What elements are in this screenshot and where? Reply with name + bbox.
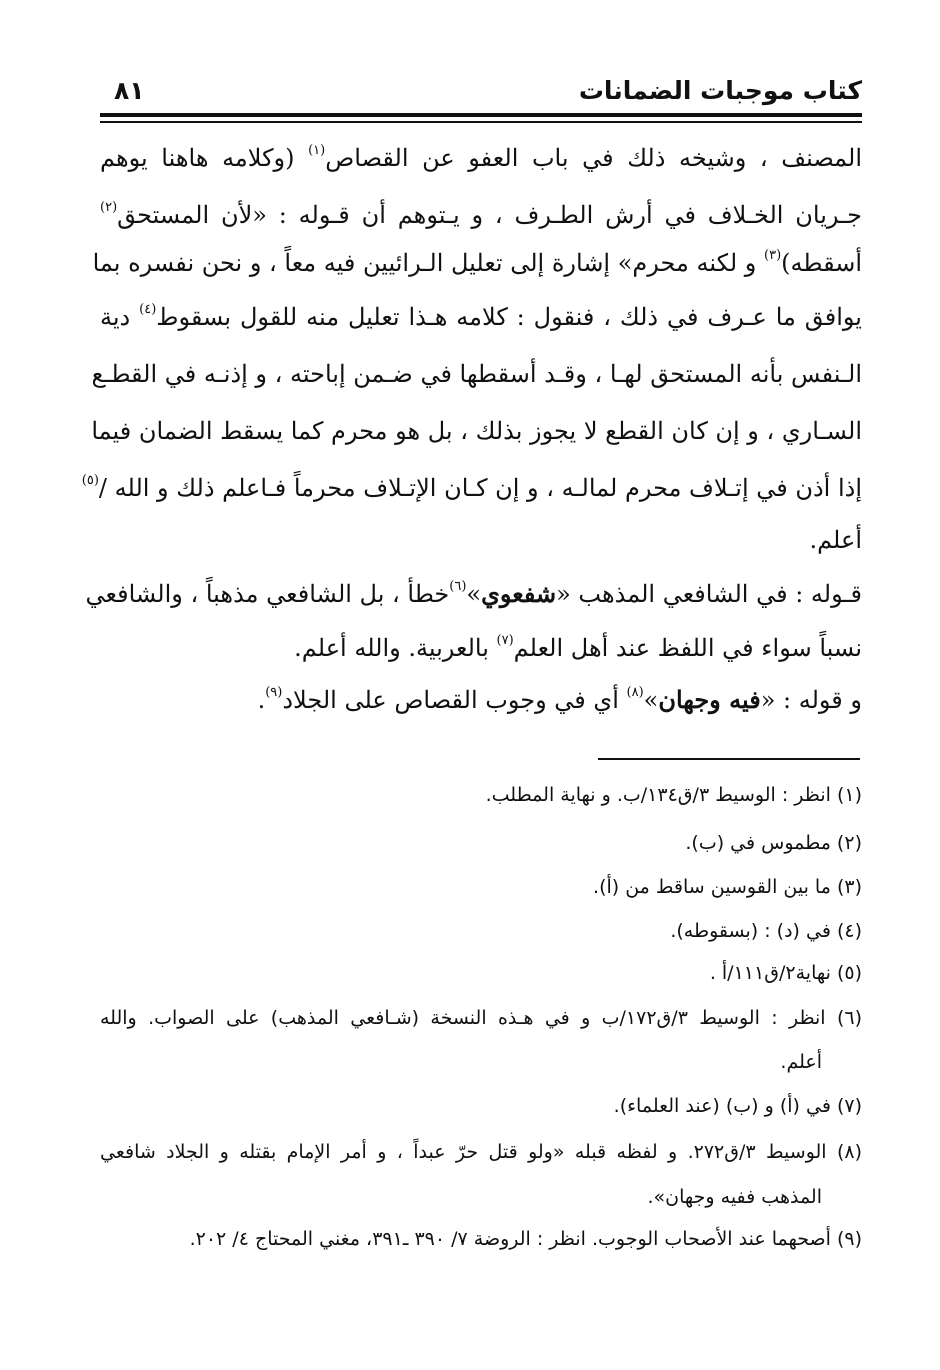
body-line-2: جـريان الخـلاف في أرش الطـرف ، و يـتوهم أن قـوله : «لأن المستحق$^{(٢)}$ xyxy=(100,200,862,229)
footnote-6-continued: أعلم. xyxy=(780,1051,822,1073)
quoted-term-two-views: فيه وجهان xyxy=(658,685,761,714)
footnote-ref-7: (٧) xyxy=(496,633,514,648)
footnote-1: (١) انظر : الوسيط ٣/ق١٣٤/ب. و نهاية المطلب. xyxy=(485,784,862,806)
footnote-separator xyxy=(598,758,860,760)
quoted-term-shafawi: شفعوي xyxy=(481,579,557,608)
body-line-4: يوافق ما عـرف في ذلك ، فنقول : كلامه هـذا تعليل منه للقول بسقوط$^{(٤)}$ دية xyxy=(100,302,862,331)
body-line-9: قـوله : في الشافعي المذهب «شفعوي»$^{(٦)}$خطأ ، بل الشافعي مذهباً ، والشافعي xyxy=(85,579,862,608)
footnote-2: (٢) مطموس في (ب). xyxy=(685,832,862,854)
footnote-ref-3: (٣) xyxy=(764,248,782,263)
footnote-ref-4: (٤) xyxy=(139,302,157,317)
body-line-8: أعلم. xyxy=(809,526,862,554)
footnote-8: (٨) الوسيط ٣/ق٢٧٢. و لفظه قبله «ولو قتل حرّ عبداً ، و أمر الإمام بقتله و الجلاد شافعي xyxy=(100,1141,862,1163)
footnote-ref-6: (٦) xyxy=(449,579,467,594)
body-line-5: الـنفس بأنه المستحق لهـا ، وقـد أسقطها في ضـمن إباحته ، و إذنـه في القطـع xyxy=(91,360,862,388)
page-header xyxy=(100,72,862,112)
body-line-10: نسباً سواء في اللفظ عند أهل العلم$^{(٧)}$ بالعربية. والله أعلم. xyxy=(294,633,862,662)
footnote-ref-5: (٥) xyxy=(81,473,99,488)
body-line-3: أسقطه)$^{(٣)}$ و لكنه محرم» إشارة إلى تعليل الـرائيين فيه معاً ، و نحن نفسره بما xyxy=(92,248,862,277)
footnote-5: (٥) نهاية٢/ق١١١/أ . xyxy=(709,962,862,984)
footnote-7: (٧) في (أ) و (ب) (عند العلماء). xyxy=(613,1095,862,1117)
footnote-6: (٦) انظر : الوسيط ٣/ق١٧٢/ب و في هـذه النسخة (شـافعي المذهب) على الصواب. والله xyxy=(100,1007,862,1029)
footnote-ref-9: (٩) xyxy=(265,685,283,700)
footnote-9: (٩) أصحهما عند الأصحاب الوجوب. انظر : الروضة ٧/ ٣٩٠ ـ٣٩١، مغني المحتاج ٤/ ٢٠٢. xyxy=(189,1228,862,1250)
running-title: كتاب موجبات الضمانات xyxy=(578,76,862,105)
body-line-6: السـاري ، و إن كان القطع لا يجوز بذلك ، بل هو محرم كما يسقط الضمان فيما xyxy=(91,417,862,445)
footnote-8-continued: المذهب ففيه وجهان». xyxy=(647,1186,822,1208)
footnote-ref-2: (٢) xyxy=(100,200,118,215)
header-rule-thick xyxy=(100,113,862,117)
body-line-1: المصنف ، وشيخه ذلك في باب العفو عن القصاص$^{(١)}$ (وكلامه هاهنا يوهم xyxy=(100,143,862,172)
footnote-ref-1: (١) xyxy=(308,143,326,158)
body-line-11: و قوله : «فيه وجهان»$^{(٨)}$ أي في وجوب القصاص على الجلاد$^{(٩)}$. xyxy=(257,685,862,714)
body-line-7: إذا أذن في إتـلاف محرم لمالـه ، و إن كـان الإتـلاف محرماً فـاعلم ذلك و الله /$^{(٥)}$ xyxy=(81,473,862,502)
footnote-ref-8: (٨) xyxy=(626,685,644,700)
page-number: ٨١ xyxy=(114,76,145,105)
footnote-3: (٣) ما بين القوسين ساقط من (أ). xyxy=(593,876,862,898)
footnote-4: (٤) في (د) : (بسقوطه). xyxy=(670,920,862,942)
header-rule-thin xyxy=(100,121,862,123)
